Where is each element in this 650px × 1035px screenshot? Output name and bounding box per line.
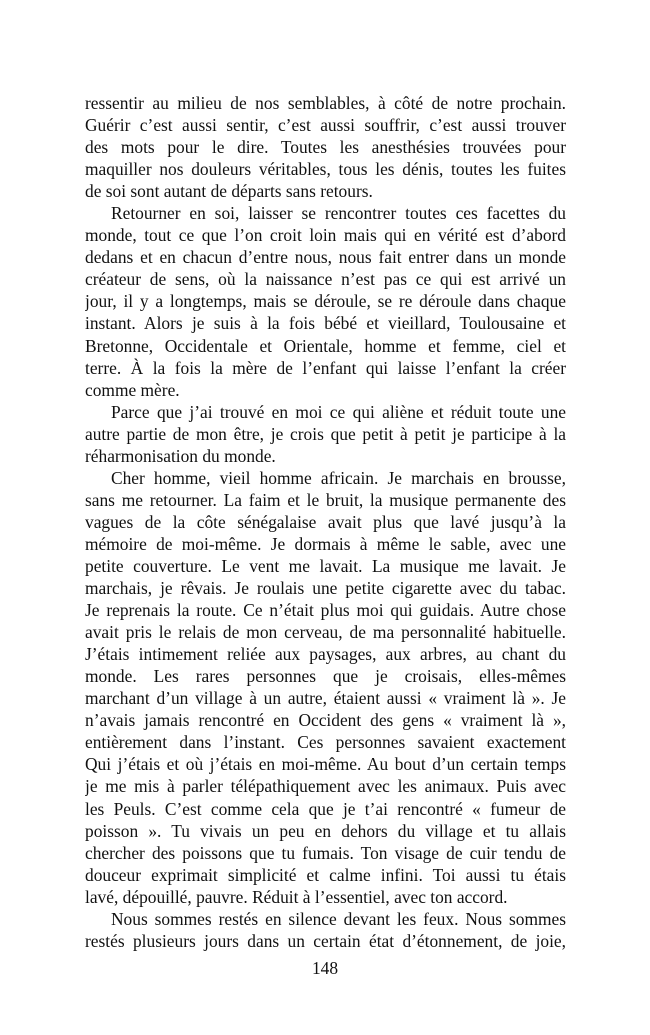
text-line: entièrement dans l’instant. Ces personnes savaient exactement (85, 732, 566, 753)
text-line: Cher homme, vieil homme africain. Je marchais en brousse, (111, 467, 566, 488)
paragraph (85, 92, 566, 202)
text-line: Qui j’étais et où j’étais en moi-même. Au bout d’un certain temps (85, 754, 566, 775)
text-line: marchant d’un village à un autre, étaient aussi « vraiment là ». Je (85, 688, 566, 709)
text-line: dedans et en chacun d’entre nous, nous fait entrer dans un monde (85, 247, 566, 268)
paragraph (85, 467, 566, 908)
text-line: n’avais jamais rencontré en Occident des gens « vraiment là », (85, 710, 566, 731)
text-line: créateur de sens, où la naissance n’est pas ce qui est arrivé un (85, 269, 566, 290)
text-line: de soi sont autant de départs sans retours. (85, 181, 373, 202)
paragraph (85, 401, 566, 467)
text-line: chercher des poissons que tu fumais. Ton visage de cuir tendu de (85, 842, 566, 863)
text-line: sans me retourner. La faim et le bruit, la musique permanente des (85, 489, 566, 510)
text-line: maquiller nos douleurs véritables, tous les dénis, toutes les fuites (85, 159, 566, 180)
text-line: jour, il y a longtemps, mais se déroule, se re déroule dans chaque (85, 291, 566, 312)
text-line: monde. Les rares personnes que je croisais, elles-mêmes (85, 666, 566, 687)
text-line: Parce que j’ai trouvé en moi ce qui aliène et réduit toute une (111, 401, 566, 422)
text-line: mémoire de moi-même. Je dormais à même le sable, avec une (85, 533, 566, 554)
text-line: terre. À la fois la mère de l’enfant qui laisse l’enfant la créer (85, 357, 566, 378)
text-line: Retourner en soi, laisser se rencontrer toutes ces facettes du (111, 203, 566, 224)
text-line: je me mis à parler télépathiquement avec les animaux. Puis avec (85, 776, 566, 797)
text-line: ressentir au milieu de nos semblables, à côté de notre prochain. (85, 93, 566, 113)
text-line: Nous sommes restés en silence devant les feux. Nous sommes (111, 908, 566, 929)
text-line: réharmonisation du monde. (85, 445, 276, 466)
text-line: douceur exprimait simplicité et calme infini. Toi aussi tu étais (85, 864, 566, 885)
paragraph (85, 908, 566, 952)
text-line: comme mère. (85, 379, 180, 400)
text-line: J’étais intimement reliée aux paysages, aux arbres, au chant du (85, 644, 566, 665)
text-line: marchais, je rêvais. Je roulais une petite cigarette avec du tabac. (85, 578, 566, 599)
text-line: les Peuls. C’est comme cela que je t’ai rencontré « fumeur de (85, 798, 566, 819)
text-line: Guérir c’est aussi sentir, c’est aussi souffrir, c’est aussi trouver (85, 115, 566, 136)
text-line: petite couverture. Le vent me lavait. La musique me lavait. Je (85, 555, 566, 576)
paragraph (85, 202, 566, 400)
text-line: vagues de la côte sénégalaise avait plus que lavé jusqu’à la (85, 511, 566, 532)
text-line: des mots pour le dire. Toutes les anesthésies trouvées pour (85, 137, 566, 158)
text-line: monde, tout ce que l’on croit loin mais qui en vérité est d’abord (85, 225, 566, 246)
page-number: 148 (311, 958, 339, 978)
text-line: autre partie de mon être, je crois que petit à petit je participe à la (85, 423, 566, 444)
text-line: instant. Alors je suis à la fois bébé et vieillard, Toulousaine et (85, 313, 566, 334)
text-line: restés plusieurs jours dans un certain état d’étonnement, de joie, (85, 930, 566, 951)
text-line: Je reprenais la route. Ce n’était plus moi qui guidais. Autre chose (85, 600, 566, 621)
text-line: avait pris le relais de mon cerveau, de ma personnalité habituelle. (85, 622, 566, 643)
text-line: poisson ». Tu vivais un peu en dehors du village et tu allais (85, 820, 566, 841)
text-line: Bretonne, Occidentale et Orientale, homme et femme, ciel et (85, 335, 566, 356)
body-text (85, 92, 566, 952)
text-line: lavé, dépouillé, pauvre. Réduit à l’essentiel, avec ton accord. (85, 886, 508, 907)
